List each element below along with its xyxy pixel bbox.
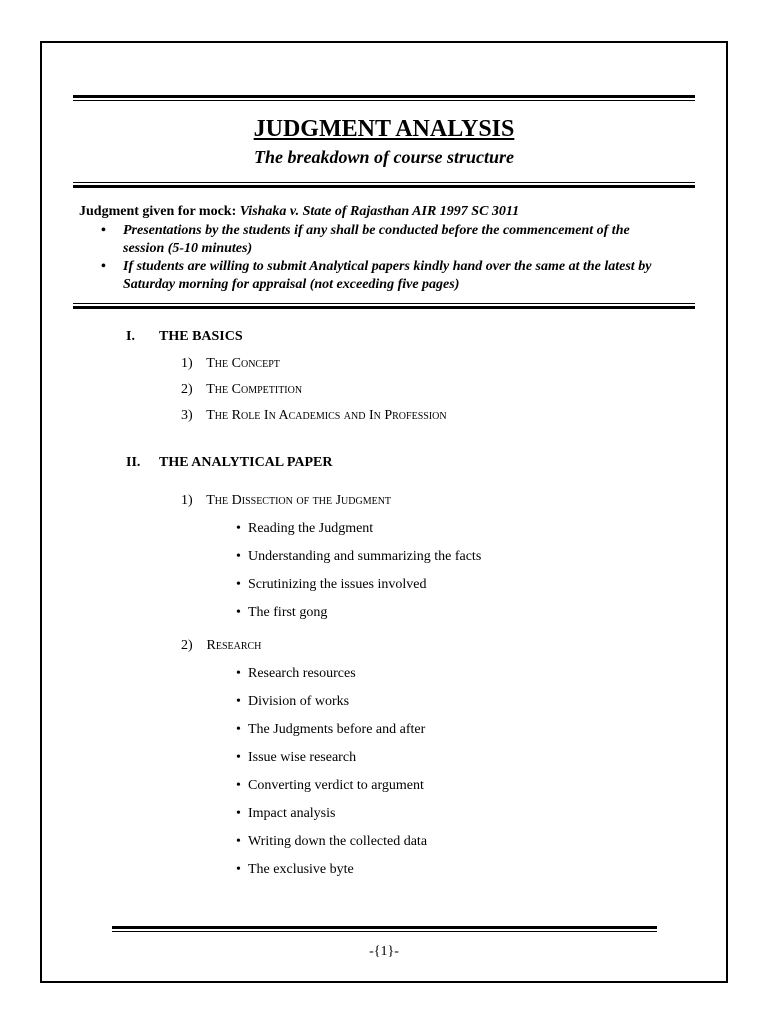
bullet-icon: • [236, 750, 241, 765]
subsection-number: 2) [181, 382, 193, 397]
subsection-item [181, 638, 261, 654]
list-item-label: Reading the Judgment [248, 521, 374, 536]
subsection-item [181, 356, 280, 372]
subsection-item [181, 408, 447, 424]
note-item [101, 222, 703, 258]
subsection-number: 1) [181, 356, 193, 371]
notes-rule [73, 306, 695, 309]
list-item [236, 806, 335, 822]
bullet-icon: • [236, 862, 241, 877]
list-item-label: The first gong [248, 605, 328, 620]
bullet-icon: • [101, 259, 106, 274]
notes-rule-top [73, 303, 695, 304]
mock-judgment-line [79, 204, 519, 220]
mock-label: Judgment given for mock: [79, 204, 237, 219]
list-item [236, 750, 356, 766]
list-item [236, 834, 427, 850]
subtitle-rule-top [73, 182, 695, 183]
bullet-icon: • [236, 834, 241, 849]
subsection-label: The Dissection of the Judgment [206, 493, 392, 508]
subsection-item [181, 382, 302, 398]
subsection-item [181, 493, 391, 509]
top-rule-thin [73, 100, 695, 101]
subsection-label: Research [206, 638, 262, 653]
list-item-label: The exclusive byte [248, 862, 354, 877]
list-item-label: Converting verdict to argument [248, 778, 424, 793]
bullet-icon: • [236, 549, 241, 564]
list-item-label: Writing down the collected data [248, 834, 428, 849]
note-item [101, 258, 703, 294]
subsection-number: 1) [181, 493, 193, 508]
bullet-icon: • [236, 521, 241, 536]
mock-case: Vishaka v. State of Rajasthan AIR 1997 SC 3011 [239, 204, 520, 219]
list-item [236, 722, 425, 738]
bullet-icon: • [236, 806, 241, 821]
list-item [236, 521, 373, 537]
list-item [236, 666, 356, 682]
list-item [236, 862, 354, 878]
list-item-label: Scrutinizing the issues involved [248, 577, 427, 592]
bullet-icon: • [236, 722, 241, 737]
page-title: JUDGMENT ANALYSIS [253, 116, 515, 142]
page-subtitle: The breakdown of course structure [253, 147, 514, 167]
list-item [236, 694, 349, 710]
note-line: Saturday morning for appraisal (not exceeding five pages) [123, 277, 460, 292]
section-title: THE BASICS [159, 329, 243, 344]
list-item-label: Research resources [248, 666, 356, 681]
bullet-icon: • [101, 223, 106, 238]
section-number: II. [126, 455, 141, 470]
note-line: If students are willing to submit Analytical papers kindly hand over the same at the latest by [123, 259, 652, 274]
list-item [236, 778, 424, 794]
bullet-icon: • [236, 605, 241, 620]
top-rule [73, 95, 695, 98]
list-item-label: Issue wise research [248, 750, 357, 765]
page-number: -{1}- [369, 944, 399, 959]
section-title: THE ANALYTICAL PAPER [159, 455, 333, 470]
subtitle-rule [73, 185, 695, 188]
bullet-icon: • [236, 694, 241, 709]
list-item [236, 577, 426, 593]
footer-rule-thin [112, 931, 657, 932]
subsection-label: The Competition [206, 382, 303, 397]
list-item-label: Understanding and summarizing the facts [248, 549, 482, 564]
bullet-icon: • [236, 666, 241, 681]
note-line: session (5-10 minutes) [123, 241, 253, 256]
bullet-icon: • [236, 778, 241, 793]
subsection-number: 2) [181, 638, 193, 653]
list-item-label: The Judgments before and after [248, 722, 426, 737]
section-number: I. [126, 329, 135, 344]
footer-rule [112, 926, 657, 929]
list-item [236, 605, 327, 621]
subsection-label: The Role In Academics and In Profession [206, 408, 447, 423]
list-item-label: Division of works [248, 694, 350, 709]
bullet-icon: • [236, 577, 241, 592]
subsection-number: 3) [181, 408, 193, 423]
list-item-label: Impact analysis [248, 806, 336, 821]
list-item [236, 549, 481, 565]
note-line: Presentations by the students if any shall be conducted before the commencement of the [123, 223, 630, 238]
subsection-label: The Concept [206, 356, 280, 371]
